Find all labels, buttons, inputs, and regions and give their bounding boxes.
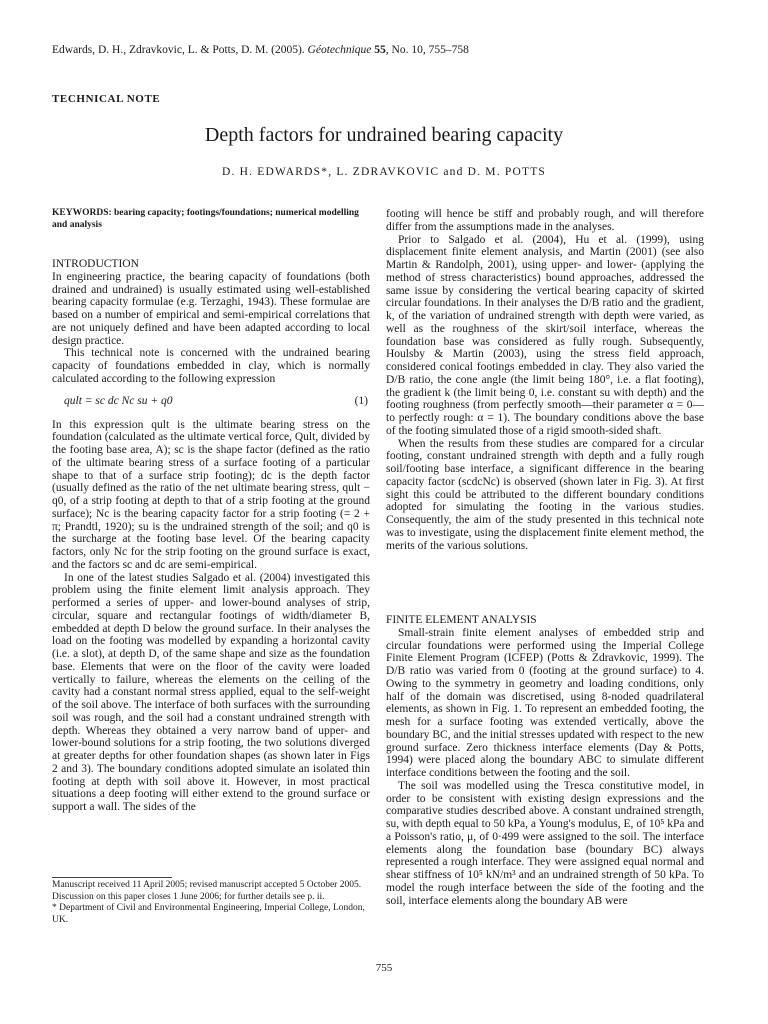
- intro-paragraph-4: In one of the latest studies Salgado et al. (2004) investigated this problem using the finite element limit analysis approach. They performed a series of upper- and lower-bound analyses of strip, circular, square and rectangular footings of width/diameter B, embedded at depth D below the ground surface. In their analyses the load on the footing was modelled by expanding a horizontal cavity (i.e. a slot), at depth D, of the same shape and size as the foundation base. Elements that were on the floor of the cavity were loaded vertically to failure, whereas the elements on the ceiling of the cavity had a constant normal stress applied, equal to the self-weight of the soil above. The interface of both surfaces with the surrounding soil was rough, and the soil had a constant undrained strength with depth. Whereas they obtained a very narrow band of upper- and lower-bound solutions for a strip footing, the two solutions diverged at greater depths for other foundation shapes (as shown later in Figs 2 and 3). The boundary conditions adopted simulate an isolated thin footing at depth with soil above it. However, in most practical situations a deep footing will either extend to the ground surface or support a wall. The sides of the: [52, 571, 370, 813]
- journal-name: Géotechnique: [307, 44, 372, 56]
- intro-heading: INTRODUCTION: [52, 258, 139, 270]
- fe-section: [386, 614, 704, 907]
- citation-authors: Edwards, D. H., Zdravkovic, L. & Potts, D. M. (2005).: [52, 44, 308, 56]
- intro-paragraph-2: This technical note is concerned with the undrained bearing capacity of foundations embedded in clay, which is normally calculated according to the following expression: [52, 347, 370, 385]
- citation-line: [52, 44, 469, 56]
- footnotes: [52, 880, 370, 926]
- intro-paragraph-3: In this expression qult is the ultimate bearing stress on the foundation (calculated as the ultimate vertical force, Qult, divided by the footing base area, A); sc is the shape factor (defined as the ratio of the ultimate bearing stress of a surface footing of a particular shape to that of a surface strip footing); dc is the depth factor (usually defined as the ratio of the net ultimate bearing stress, qult − q0, of a strip footing at depth to that of a strip footing at the ground surface); Nc is the bearing capacity factor for a strip footing (= 2 + π; Prandtl, 1920); su is the undrained strength of the soil; and q0 is the surcharge at the footing base level. Of the bearing capacity factors, only Nc for the strip footing on the ground surface is exact, and the factors sc and dc are semi-empirical.: [52, 418, 370, 571]
- note-type-label: TECHNICAL NOTE: [52, 93, 161, 105]
- citation-issue-pages: , No. 10, 755–758: [385, 44, 469, 56]
- right-paragraph-2: Prior to Salgado et al. (2004), Hu et al. (1999), using displacement finite element analysis, and Martin (2001) (see also Martin & Randolph, 2001), using upper- and lower- (applying the method of stress characteristics) bound approaches, addressed the same issue by considering the vertical bearing capacity of skirted circular foundations. In their analyses the D/B ratio and the gradient, k, of the variation of undrained strength with depth were varied, as well as the roughness of the skirt/soil interface, whereas the foundation base was considered as fully rough. Subsequently, Houlsby & Martin (2003), using the stress field approach, considered conical footings embedded in clay. They also varied the D/B ratio, the cone angle (the limit being 180°, i.e. a flat footing), the gradient k (the limit being 0, i.e. constant su with depth) and the footing roughness (from perfectly smooth—their parameter α = 0—to perfectly rough: α = 1). The boundary conditions above the base of the footing simulated those of a rigid smooth-sided shaft.: [386, 233, 704, 437]
- page-number: 755: [375, 962, 393, 974]
- fe-heading: FINITE ELEMENT ANALYSIS: [386, 614, 537, 626]
- keywords: KEYWORDS: bearing capacity; footings/foundations; numerical modelling and analysis: [52, 208, 359, 230]
- footnote-received: Manuscript received 11 April 2005; revised manuscript accepted 5 October 2005.: [52, 880, 362, 890]
- footnote-divider: [52, 877, 172, 878]
- right-paragraph-3: When the results from these studies are compared for a circular footing, constant undrained strength with depth and a fully rough soil/footing base interface, a significant difference in the bearing capacity factor (scdcNc) is observed (shown later in Fig. 3). At first sight this could be attributed to the different boundary conditions adopted for simulating the footing in the various studies. Consequently, the aim of the study presented in this technical note was to investigate, using the displacement finite element method, the merits of the various solutions.: [386, 437, 704, 552]
- paper-title: Depth factors for undrained bearing capacity: [204, 124, 564, 146]
- footnote-affiliation: * Department of Civil and Environmental Engineering, Imperial College, London, UK.: [52, 903, 365, 925]
- fe-paragraph-2: The soil was modelled using the Tresca constitutive model, in order to be consistent with existing design expressions and the comparative studies described above. A constant undrained strength, su, with depth equal to 50 kPa, a Young's modulus, E, of 10⁵ kPa and a Poisson's ratio, μ, of 0·499 were assigned to the soil. The interface elements along the foundation base (boundary BC) always represented a rough interface. They were assigned equal normal and shear stiffness of 10⁵ kN/m³ and an undrained strength of 50 kPa. To model the rough interface between the side of the footing and the soil, interface elements along the boundary AB were: [386, 779, 704, 907]
- right-paragraph-1: footing will hence be stiff and probably rough, and will therefore differ from the assumptions made in the analyses.: [386, 208, 704, 233]
- footnote-discussion: Discussion on this paper closes 1 June 2006; for further details see p. ii.: [52, 891, 325, 902]
- fe-paragraph-1: Small-strain finite element analyses of embedded strip and circular foundations were performed using the Imperial College Finite Element Program (ICFEP) (Potts & Zdravkovic, 1999). The D/B ratio was varied from 0 (footing at the ground surface) to 4. Owing to the symmetry in geometry and loading conditions, only half of the domain was discretised, using 8-noded quadrilateral elements, as shown in Fig. 1. To represent an embedded footing, the mesh for a surface footing was extended vertically, above the boundary BC, and the initial stresses updated with respect to the new ground surface. Zero thickness interface elements (Day & Potts, 1994) were placed along the boundary ABC to simulate different interface conditions between the footing and the soil.: [386, 626, 704, 779]
- right-column: [386, 208, 704, 552]
- journal-volume: 55: [374, 44, 386, 56]
- author-line: D. H. EDWARDS*, L. ZDRAVKOVIC and D. M. POTTS: [221, 166, 547, 178]
- intro-paragraph-1: In engineering practice, the bearing capacity of foundations (both drained and undrained) is usually estimated using well-established bearing capacity formulae (e.g. Terzaghi, 1943). These formulae are based on a number of empirical and semi-empirical correlations that are not uniquely defined and have been adapted according to local design practice.: [52, 270, 370, 347]
- equation-1: [52, 395, 370, 411]
- left-column: [52, 258, 370, 814]
- equation-number: (1): [354, 394, 368, 407]
- equation-expression: qult = sc dc Nc su + q0: [64, 394, 173, 407]
